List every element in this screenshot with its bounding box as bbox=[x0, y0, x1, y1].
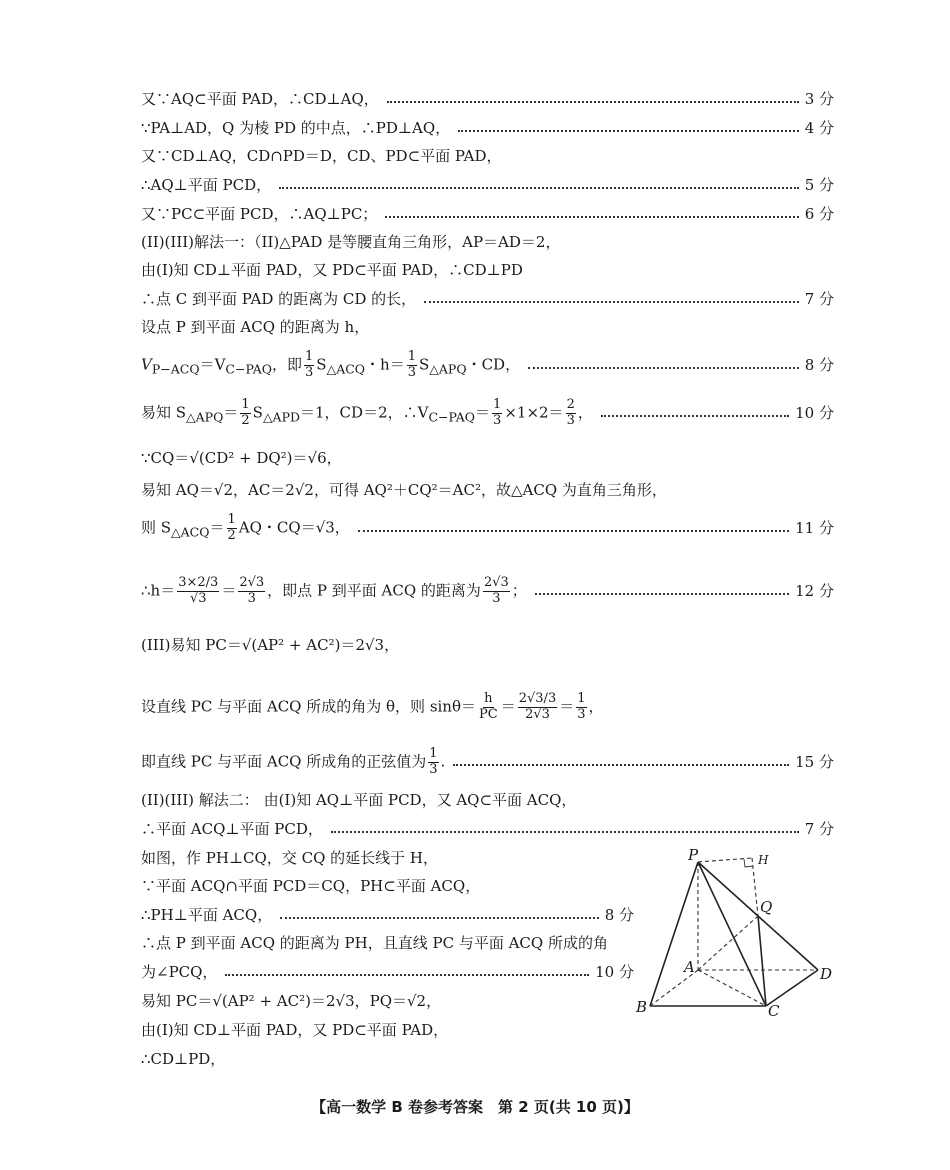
right-angle-mark bbox=[744, 859, 753, 867]
page-footer: 【高一数学 B 卷参考答案 第 2 页(共 10 页)】 bbox=[311, 1098, 639, 1116]
formula-sine-answer: 即直线 PC 与平面 ACQ 所成角的正弦值为 $\frac{1}{3}$ . 15 分 bbox=[141, 746, 834, 777]
line-9: 设点 P 到平面 ACQ 的距离为 h， bbox=[141, 318, 370, 336]
fraction: $\frac{2√3}{3}$ bbox=[239, 575, 265, 606]
label-c: C bbox=[768, 1002, 780, 1020]
fraction: $\frac{1}{3}$ bbox=[429, 746, 438, 777]
method2-line-9: 由(I)知 CD⊥平面 PAD，又 PD⊂平面 PAD， bbox=[141, 1021, 449, 1039]
line-4: ∴AQ⊥平面 PCD， 5 分 bbox=[141, 176, 834, 194]
line-2: ∵PA⊥AD，Q 为棱 PD 的中点，∴PD⊥AQ， 4 分 bbox=[141, 119, 834, 137]
formula-right-triangle: 易知 AQ＝√2，AC＝2√2，可得 AQ²＋CQ²＝AC²，故△ACQ 为直角三角形， bbox=[141, 481, 667, 499]
line-8: ∴点 C 到平面 PAD 的距离为 CD 的长， 7 分 bbox=[141, 290, 834, 308]
method2-line-2: ∴平面 ACQ⊥平面 PCD， 7 分 bbox=[141, 820, 834, 838]
label-q: Q bbox=[760, 898, 773, 916]
formula-area-apq: 易知 $S_{\triangle APQ}=$ $\frac{1}{2}$ $S_{\triangle APD}=1$，CD＝2，$\therefore V_{C-PAQ}=$ $\frac{1}{3}$ ×1×2＝ $\frac{2}{3}$ ， 10 分 bbox=[141, 397, 834, 428]
fraction: $\frac{1}{3}$ bbox=[577, 691, 586, 722]
method2-line-3: 如图，作 PH⊥CQ，交 CQ 的延长线于 H， bbox=[141, 849, 438, 867]
fraction: $\frac{3\times 2/3}{√3}$ bbox=[178, 575, 219, 606]
fraction: $\frac{2√3/3}{2√3}$ bbox=[518, 691, 557, 722]
line-6: (II)(III)解法一：（II)△PAD 是等腰直角三角形，AP＝AD＝2， bbox=[141, 233, 561, 251]
method2-line-10: ∴CD⊥PD， bbox=[141, 1050, 226, 1068]
fraction: $\frac{2}{3}$ bbox=[566, 397, 575, 428]
fraction: $\frac{h}{PC}$ bbox=[479, 691, 498, 722]
fraction: $\frac{1}{3}$ bbox=[305, 349, 314, 380]
method2-line-4: ∵平面 ACQ∩平面 PCD＝CQ，PH⊂平面 ACQ， bbox=[141, 877, 481, 895]
method2-line-1: (II)(III) 解法二： 由(I)知 AQ⊥平面 PCD，又 AQ⊂平面 ACQ， bbox=[141, 791, 577, 809]
line-7: 由(I)知 CD⊥平面 PAD，又 PD⊂平面 PAD，∴CD⊥PD bbox=[141, 261, 523, 279]
label-h: H bbox=[758, 853, 769, 867]
fraction: $\frac{1}{2}$ bbox=[227, 512, 236, 543]
formula-volume: $V_{P-ACQ}=V_{C-PAQ}$，即 $\frac{1}{3}$ $S_{\triangle ACQ}$・h＝ $\frac{1}{3}$ $S_{\triangle APQ}$・CD， 8 分 bbox=[141, 349, 834, 380]
pyramid-figure bbox=[630, 842, 840, 1022]
edge-ac bbox=[698, 970, 766, 1006]
method2-line-7: 为∠PCQ， 10 分 bbox=[141, 963, 634, 981]
edge-cd bbox=[766, 970, 818, 1006]
line-3: 又∵CD⊥AQ，CD∩PD＝D，CD、PD⊂平面 PAD， bbox=[141, 147, 502, 165]
method2-line-8: 易知 PC＝√(AP² + AC²)＝2√3，PQ＝√2， bbox=[141, 992, 442, 1010]
label-d: D bbox=[820, 965, 833, 983]
label-a: A bbox=[684, 958, 695, 976]
edge-pb bbox=[650, 862, 698, 1006]
formula-cq: ∵CQ＝√(CD² + DQ²)＝√6， bbox=[141, 449, 342, 467]
fraction: $\frac{1}{3}$ bbox=[493, 397, 502, 428]
formula-area-acq: 则 $S_{\triangle ACQ}=$ $\frac{1}{2}$ AQ・CQ＝√3， 11 分 bbox=[141, 512, 834, 543]
fraction: $\frac{2√3}{3}$ bbox=[483, 575, 509, 606]
edge-pc bbox=[698, 862, 766, 1006]
label-b: B bbox=[636, 998, 648, 1016]
line-1: 又∵AQ⊂平面 PAD，∴CD⊥AQ， 3 分 bbox=[141, 90, 834, 108]
formula-sin-theta: 设直线 PC 与平面 ACQ 所成的角为 θ，则 sinθ＝ $\frac{h}{PC}$ ＝ $\frac{2√3/3}{2√3}$ ＝ $\frac{1}{3}$ ， bbox=[141, 691, 604, 722]
method2-line-6: ∴点 P 到平面 ACQ 的距离为 PH，且直线 PC 与平面 ACQ 所成的角 bbox=[141, 934, 608, 952]
method2-line-5: ∴PH⊥平面 ACQ， 8 分 bbox=[141, 906, 634, 924]
formula-h: ∴h＝ $\frac{3\times 2/3}{√3}$ ＝ $\frac{2√3}{3}$ ，即点 P 到平面 ACQ 的距离为 $\frac{2√3}{3}$ ； 12 分 bbox=[141, 575, 834, 606]
fraction: $\frac{1}{2}$ bbox=[241, 397, 250, 428]
fraction: $\frac{1}{3}$ bbox=[407, 349, 416, 380]
label-p: P bbox=[688, 846, 699, 864]
formula-pc: (III)易知 PC＝√(AP² + AC²)＝2√3， bbox=[141, 636, 400, 654]
line-5: 又∵PC⊂平面 PCD，∴AQ⊥PC； 6 分 bbox=[141, 205, 834, 223]
